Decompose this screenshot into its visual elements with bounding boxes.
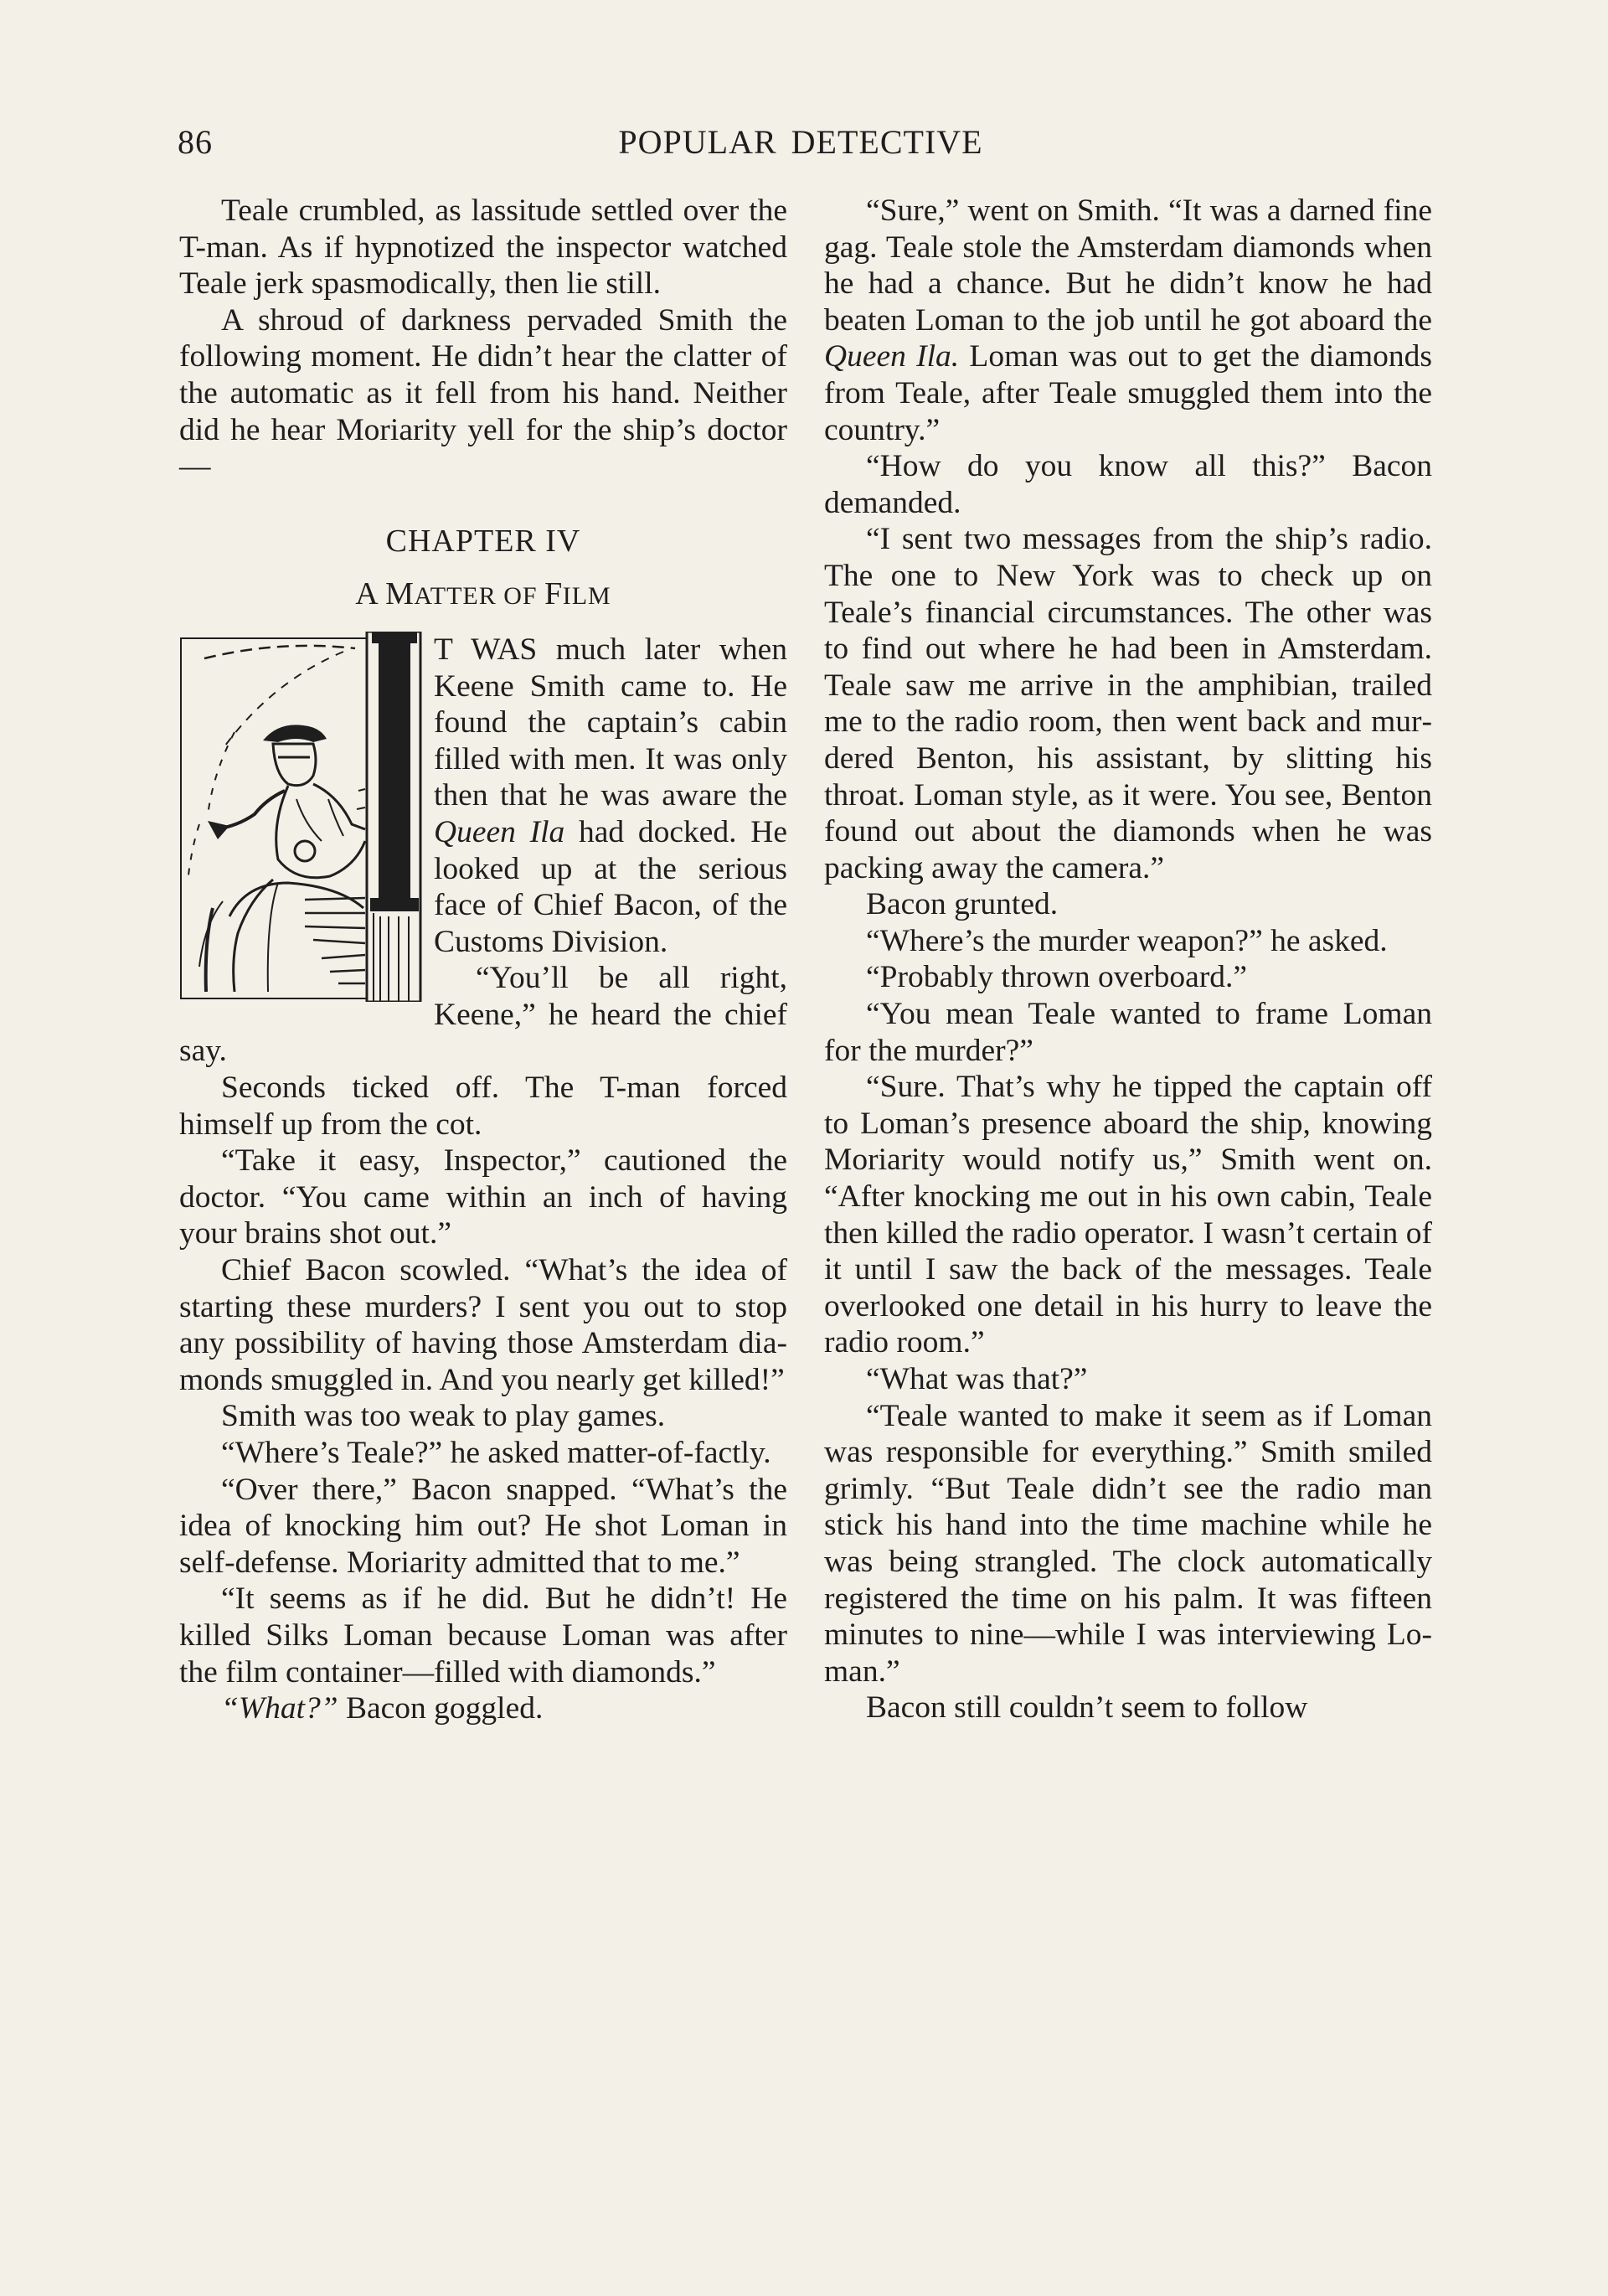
paragraph: “Where’s the murder weapon?” he asked. [866,923,1388,958]
running-head: POPULAR DETECTIVE [618,123,983,161]
paragraph: “You’ll be all right, Keene,” he heard the chief say. [179,961,787,1069]
page-header [178,117,1424,164]
illustrated-drop-cap [179,632,422,1002]
page-number: 86 [178,123,213,161]
paragraph: Smith was too weak to play games. [221,1399,666,1434]
paragraph [824,193,1432,448]
paragraph: Seconds ticked off. The T-man forced himself up from the cot. [179,1071,787,1142]
paragraph: Chief Bacon scowled. “What’s the idea of starting these murders? I sent you out to stop any possibility of having those Amsterdam diamonds smuggled in. And you nearly get killed!” [179,1253,787,1397]
chapter-title-smallcaps-ilm: ILM [562,582,611,611]
chapter-title-initial: A M [355,576,415,612]
paragraph: “It seems as if he did. But he didn’t! He killed Silks Loman because Loman was after the film container—filled with diamonds.” [179,1581,787,1690]
paragraph: Bacon grunted. [866,887,1059,922]
chapter-title [179,576,787,615]
opening-text-a: T WAS much later when Keene Smith came to. He found the captain’s cabin filled with men. It was only then that he was aware the [434,632,787,813]
motorcycle-rider-illustration [179,632,422,1002]
paragraph: “Probably thrown overboard.” [866,960,1248,995]
paragraph [179,1690,787,1727]
exclamation: “What?” [221,1691,338,1726]
paragraph: “You mean Teale wanted to frame Loman for the murder?” [824,997,1432,1068]
paragraph: “Take it easy, Inspector,” cautioned the doctor. “You came within an inch of having your brains shot out.” [179,1143,787,1251]
paragraph: “Teale wanted to make it seem as if Loman was responsible for everything.” Smith smiled grimly. “But Teale didn’t see the radio man stick his hand into the time machine while he was being strangled. The clock automatically registered the time on his palm. It was fifteen minutes to nine—while I was interviewing Loman.” [824,1398,1432,1689]
chapter-title-initial-f: F [544,576,563,612]
paragraph: “Over there,” Bacon snapped. “What’s the idea of knocking him out? He shot Loman in self-defense. Moriarity admitted that to me.” [179,1472,787,1580]
paragraph: “I sent two messages from the ship’s radio. The one to New York was to check up on Teale’s financial circumstances. The other was to find out where he had been in Amsterdam. Teale saw me arrive in the amphibian, trailed me to the radio room, then went back and murdered Benton, his assistant, by slitting his throat. Loman style, as it were. You see, Benton found out about the diamonds when he was packing away the camera.” [824,522,1432,885]
opening-text-b: had docked. He looked up at the serious face of Chief Bacon, of the Customs Division. [434,814,787,959]
right-column [824,193,1432,1726]
paragraph-text-a: “Sure,” went on Smith. “It was a darned fine gag. Teale stole the Amsterdam diamonds when he had a chance. But he didn’t know he had beaten Loman to the job until he got aboard the [824,193,1432,338]
chapter-opening-paragraph [179,632,787,960]
ship-name: Queen Ila. [824,339,960,374]
ship-name: Queen Ila [434,814,565,849]
paragraph-text-b: Loman was out to get the diamonds from Teale, after Teale smuggled them into the country.” [824,339,1432,447]
paragraph: A shroud of darkness pervaded Smith the following moment. He didn’t hear the clatter of the automatic as it fell from his hand. Neither did he hear Moriarity yell for the ship’s doctor— [179,302,787,484]
paragraph: “Sure. That’s why he tipped the captain off to Loman’s presence aboard the ship, knowing Moriarity would notify us,” Smith went on. “After knocking me out in his own cabin, Teale then killed the radio operator. I wasn’t certain of it until I saw the back of the messages. Teale overlooked one detail in his hurry to leave the radio room.” [824,1070,1432,1360]
paragraph: Bacon still couldn’t seem to follow [866,1690,1308,1726]
chapter-title-smallcaps: ATTER OF [414,582,545,611]
paragraph: “What was that?” [866,1362,1088,1396]
paragraph: “Where’s Teale?” he asked matter-of-factly. [221,1436,771,1470]
chapter-number: CHAPTER IV [385,523,581,559]
paragraph-rest: Bacon goggled. [338,1691,544,1726]
left-column [179,193,787,1727]
paragraph: Teale crumbled, as lassitude settled over the T-man. As if hypnotized the inspector watched Teale jerk spasmodically, then lie still. [179,193,787,302]
paragraph: “How do you know all this?” Bacon demanded. [824,449,1432,520]
